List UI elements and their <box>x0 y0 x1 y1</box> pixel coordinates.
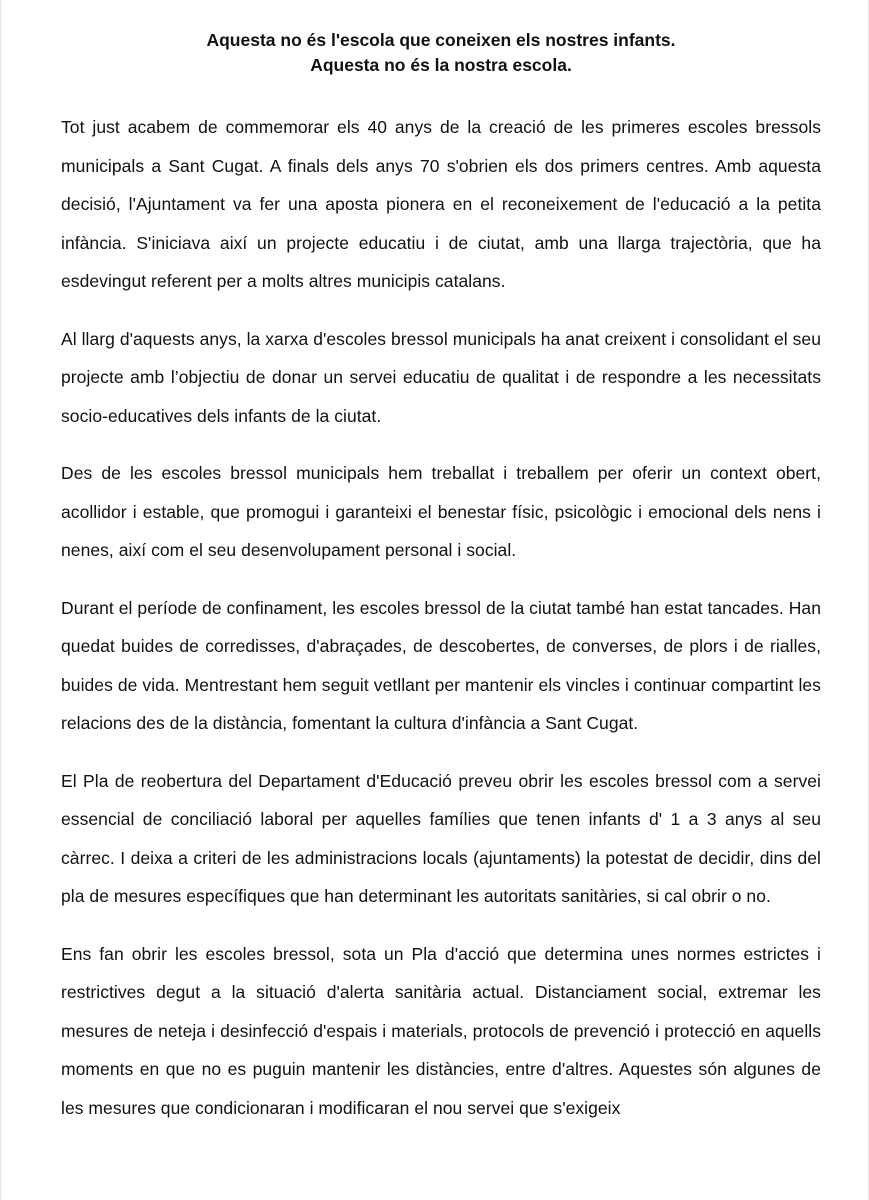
document-title <box>61 28 821 78</box>
title-line-2: Aquesta no és la nostra escola. <box>310 55 572 75</box>
title-line-1: Aquesta no és l'escola que coneixen els nostres infants. <box>206 30 676 50</box>
paragraph-6: Ens fan obrir les escoles bressol, sota un Pla d'acció que determina unes normes estrictes i restrictives degut a la situació d'alerta sanitària actual. Distanciament social, extremar les mesures de neteja i desinfecció d'espais i materials, protocols de prevenció i protecció en aquells moments en que no es puguin mantenir les distàncies, entre d'altres. Aquestes són algunes de les mesures que condicionaran i modificaran el nou servei que s'exigeix <box>61 943 821 1118</box>
paragraph-4: Durant el període de confinament, les escoles bressol de la ciutat també han estat tancades. Han quedat buides de corredisses, d'abraçades, de descobertes, de converses, de plors i de rialles, buides de vida. Mentrestant hem seguit vetllant per mantenir els vincles i continuar compartint les relacions des de la distància, fomentant la cultura d'infància a Sant Cugat. <box>61 597 821 733</box>
page-edge-left <box>0 0 1 1200</box>
paragraph-3: Des de les escoles bressol municipals hem treballat i treballem per oferir un context obert, acollidor i estable, que promogui i garanteixi el benestar físic, psicològic i emocional dels nens i nenes, així com el seu desenvolupament personal i social. <box>61 463 821 560</box>
paragraph-1: Tot just acabem de commemorar els 40 anys de la creació de les primeres escoles bressols municipals a Sant Cugat. A finals dels anys 70 s'obrien els dos primers centres. Amb aquesta decisió, l'Ajuntament va fer una aposta pionera en el reconeixement de l'educació a la petita infància. S'iniciava així un projecte educatiu i de ciutat, amb una llarga trajectòria, que ha esdevingut referent per a molts altres municipis catalans. <box>61 117 821 291</box>
paragraph-2: Al llarg d'aquests anys, la xarxa d'escoles bressol municipals ha anat creixent i consolidant el seu projecte amb l’objectiu de donar un servei educatiu de qualitat i de respondre a les necessitats socio-educatives dels infants de la ciutat. <box>61 328 821 426</box>
paragraph-5: El Pla de reobertura del Departament d'Educació preveu obrir les escoles bressol com a servei essencial de conciliació laboral per aquelles famílies que tenen infants d' 1 a 3 anys al seu càrrec. I deixa a criteri de les administracions locals (ajuntaments) la potestat de decidir, dins del pla de mesures específiques que han determinant les autoritats sanitàries, si cal obrir o no. <box>61 770 821 906</box>
